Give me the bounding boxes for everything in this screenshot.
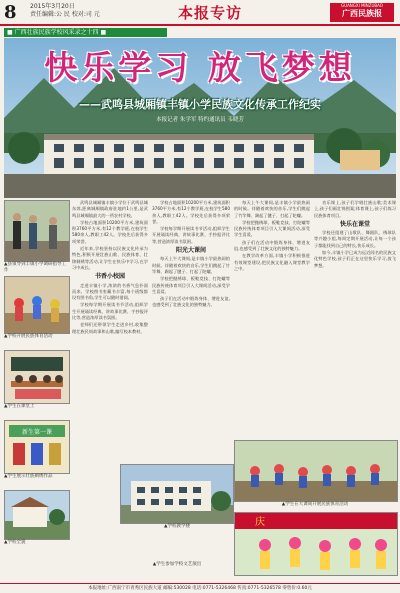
article-column-3 bbox=[234, 200, 310, 430]
photo-campus-illustration bbox=[5, 491, 69, 539]
photo-embroidery bbox=[4, 420, 70, 474]
photo-campus bbox=[4, 490, 70, 540]
caption-visit: ▲县领导到丰镇小学调研指导工作 bbox=[4, 262, 66, 273]
paragraph: 每天上午大课间,是丰镇小学最热闹的时候。伴随着欢快的音乐,学生们跳起了竹竿舞、踢起了毽子、打起了陀螺。 bbox=[152, 256, 230, 274]
paragraph: 学校把抛绣球、板鞋竞技、打陀螺等民族传统体育项目引入大课间活动,深受学生喜爱。 bbox=[152, 276, 230, 294]
paragraph: 学校占地面积10200平方米,建筑面积3760平方米,有12个教学班,在校学生580余人,教职工42人。学校先后获得多项荣誉。 bbox=[152, 200, 230, 224]
issue-date: 2015年3月20日 bbox=[30, 3, 75, 10]
footer: 本报地址:广西南宁市青秀区民族大道 邮编:530028 电话:0771-5326468 传真:0771-5326578 零售价:0.60元 bbox=[0, 583, 400, 593]
subsection-title: 书香小校园 bbox=[94, 273, 125, 281]
page-number: 8 bbox=[4, 2, 17, 23]
series-label: ■ 广西壮族民族学校风采录之十四 ■ bbox=[4, 28, 167, 37]
paragraph: 武鸣县城厢镇丰镇小学位于武鸣县城东郊,距离城厢镇政府驻地约1公里,是武鸣县城厢镇最大的一所农村学校。 bbox=[72, 200, 148, 218]
paragraph: 孩子们在活动中锻炼身体、增进友谊,也感受到了壮族文化的独特魅力。 bbox=[152, 296, 230, 308]
paragraph: 在教学改革方面,丰镇小学积极推进有效课堂建设,把民族文化融入课堂教学之中。 bbox=[234, 253, 310, 271]
paragraph: 老师们还带领学生走进乡村,收集整理壮族民间故事和山歌,编写校本教材。 bbox=[72, 322, 148, 334]
paragraph: 学校还组建了山歌队、舞蹈队、绣球队等兴趣小组,每周定期开展活动,让每一个孩子都能找到自己的特长,快乐成长。 bbox=[314, 230, 396, 248]
photo-activity-illustration bbox=[235, 441, 397, 501]
photo-school-building-illustration bbox=[121, 465, 233, 523]
brand-chinese: 广西民族报 bbox=[342, 9, 382, 18]
paragraph: 学校把抛绣球、板鞋竞技、打陀螺等民族传统体育项目引入大课间活动,深受学生喜爱。 bbox=[234, 219, 310, 238]
photo-performance-illustration bbox=[235, 513, 397, 575]
photo-classroom bbox=[4, 350, 70, 404]
issue-meta bbox=[30, 3, 100, 19]
photo-embroidery-illustration bbox=[5, 421, 69, 473]
paragraph: 走进丰镇小学,浓浓的书香气息扑面而来。学校图书室藏书丰富,每个班级都设有图书角,学生可以随时借阅。 bbox=[72, 282, 148, 301]
paragraph: 孩子们在活动中锻炼身体、增进友谊,也感受到了壮族文化的独特魅力。 bbox=[234, 239, 310, 252]
article-column-4 bbox=[314, 200, 396, 430]
caption-campus: ▲学校全貌 bbox=[4, 540, 26, 545]
stage-text: 庆 bbox=[255, 517, 265, 528]
caption-activity: ▲学生在大课间开展民族体育活动 bbox=[281, 502, 349, 507]
caption-performance: ▲学生参加学校文艺演出 bbox=[152, 562, 202, 567]
caption-building: ▲学校教学楼 bbox=[164, 524, 190, 529]
paragraph: 音乐课上,孩子们学唱壮族山歌;美术课上,孩子们画壮锦图案;体育课上,孩子们练习民族体育项目。 bbox=[314, 200, 396, 218]
photo-performance bbox=[234, 512, 398, 576]
paragraph: 学校每学期开展读书节活动,组织学生开展诵读经典、讲故事比赛、手抄报评比等,营造浓厚读书氛围。 bbox=[152, 226, 230, 244]
article-column-2 bbox=[152, 200, 230, 430]
editor-line: 责任编辑:公 民 校对:司 元 bbox=[30, 11, 100, 18]
caption-classroom: ▲学生在课堂上 bbox=[4, 404, 35, 409]
subsection-title: 阳光大课间 bbox=[175, 247, 206, 255]
caption-embroidery: ▲学生展示壮族刺绣作品 bbox=[4, 474, 53, 479]
section-title: 本报专访 bbox=[178, 4, 243, 22]
paragraph: 近年来,学校坚持以民族文化传承为特色,积极开展壮族山歌、民族体育、壮锦刺绣等活动,让学生在快乐中学习,在学习中成长。 bbox=[72, 246, 148, 270]
photo-classroom-illustration bbox=[5, 351, 69, 403]
photo-activity bbox=[234, 440, 398, 502]
byline: 本报记者 朱学军 特约通讯员 韦晓芳 bbox=[156, 117, 244, 123]
brand-english: GUANGXI MINZUBAO bbox=[341, 3, 383, 8]
paragraph: 学校占地面积10200平方米,建筑面积3760平方米,有12个教学班,在校学生580余人,教职工42人。学校先后获得多项荣誉。 bbox=[72, 219, 148, 244]
header-rule bbox=[0, 24, 400, 26]
paragraph: 每天上午大课间,是丰镇小学最热闹的时候。伴随着欢快的音乐,学生们跳起了竹竿舞、踢起了毽子、打起了陀螺。 bbox=[234, 200, 310, 218]
headline: 快乐学习 放飞梦想 bbox=[44, 48, 356, 87]
newspaper-logo bbox=[330, 3, 394, 22]
photo-sports bbox=[4, 276, 70, 334]
caption-sports: ▲学校开展民族体育活动 bbox=[4, 334, 53, 339]
subsection-title: 快乐在课堂 bbox=[339, 220, 370, 228]
paragraph: 如今,丰镇小学已成为远近闻名的民族文化特色学校,孩子们正在这里快乐学习,放飞梦想。 bbox=[314, 250, 396, 268]
photo-sports-illustration bbox=[5, 277, 69, 333]
hero-photo bbox=[4, 38, 396, 198]
photo-visit-illustration bbox=[5, 201, 69, 261]
paragraph: 学校每学期开展读书节活动,组织学生开展诵读经典、讲故事比赛、手抄报评比等,营造浓厚读书氛围。 bbox=[72, 302, 148, 321]
masthead bbox=[0, 0, 400, 24]
photo-visit bbox=[4, 200, 70, 262]
photo-school-building bbox=[120, 464, 234, 524]
banner-text: 新生第一课 bbox=[21, 429, 53, 436]
subheadline: ——武鸣县城厢镇丰镇小学民族文化传承工作纪实 bbox=[79, 98, 321, 111]
